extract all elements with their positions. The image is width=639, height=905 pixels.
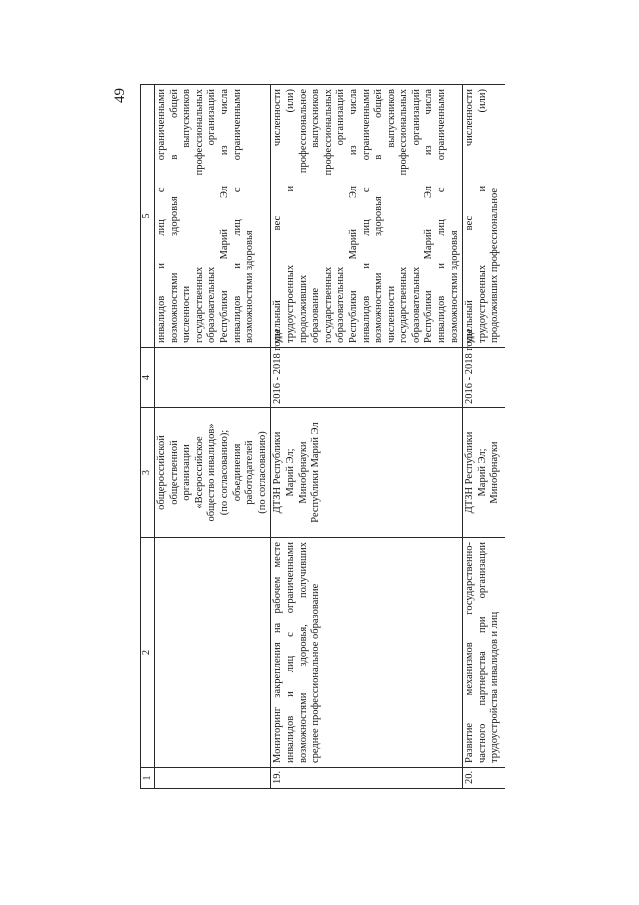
indicator-line: возможностями здоровья в общей bbox=[168, 89, 180, 343]
cell-measure bbox=[463, 538, 506, 768]
executor-line: общественной bbox=[168, 440, 180, 505]
cell-executor bbox=[271, 408, 463, 538]
indicator-line: государственных профессиональных bbox=[193, 89, 205, 343]
header-col-2: 2 bbox=[141, 538, 155, 768]
measures-table bbox=[140, 84, 505, 789]
indicator-line: возможностями здоровья bbox=[244, 230, 256, 343]
executor-line: Минобрнауки bbox=[489, 441, 501, 504]
executor-line: ДТЗН Республики bbox=[272, 431, 284, 514]
indicator-line: государственных профессиональных bbox=[322, 89, 334, 343]
table-header-row bbox=[141, 85, 155, 789]
executor-line: (по согласованию); bbox=[218, 429, 230, 516]
measure-line: среднее профессиональное образование bbox=[310, 583, 322, 763]
executor-line: работодателей bbox=[244, 440, 256, 505]
executor-line: общество инвалидов» bbox=[206, 423, 218, 522]
executor-line: Минобрнауки bbox=[297, 441, 309, 504]
cell-measure bbox=[155, 538, 271, 768]
header-col-5: 5 bbox=[141, 85, 155, 348]
indicator-line: возможностями здоровья в общей bbox=[373, 89, 385, 343]
indicator-line: численности выпускников bbox=[181, 89, 193, 343]
cell-indicator bbox=[463, 85, 506, 348]
executor-line: объединения bbox=[231, 443, 243, 502]
executor-line: Республики Марий Эл bbox=[310, 422, 322, 523]
indicator-line: возможностями здоровья bbox=[448, 230, 460, 343]
indicator-line: удельный вес численности bbox=[464, 89, 476, 343]
page-number: 49 bbox=[112, 88, 128, 103]
measure-line: Развитие механизмов государственно- bbox=[464, 542, 476, 763]
cell-period: 2016 - 2018 годы bbox=[463, 348, 506, 408]
measure-line: инвалидов и лиц с ограниченными bbox=[284, 542, 296, 763]
indicator-line: инвалидов и лиц с ограниченными bbox=[360, 89, 372, 343]
cell-indicator bbox=[155, 85, 271, 348]
indicator-line: инвалидов и лиц с ограниченными bbox=[231, 89, 243, 343]
header-col-4: 4 bbox=[141, 348, 155, 408]
indicator-line: продолживших профессиональное bbox=[489, 187, 501, 343]
indicator-line: образование выпускников bbox=[310, 89, 322, 343]
executor-line: ДТЗН Республики bbox=[464, 431, 476, 514]
table-body bbox=[155, 85, 506, 789]
indicator-line: образовательных организаций bbox=[335, 89, 347, 343]
executor-line: «Всероссийское bbox=[193, 436, 205, 509]
indicator-line: продолживших профессиональное bbox=[297, 89, 309, 343]
rotated-page bbox=[110, 84, 545, 809]
cell-period: 2016 - 2018 годы bbox=[271, 348, 463, 408]
cell-measure bbox=[271, 538, 463, 768]
indicator-line: образовательных организаций bbox=[206, 89, 218, 343]
indicator-line: трудоустроенных и (или) bbox=[284, 89, 296, 343]
indicator-line: инвалидов и лиц с ограниченными bbox=[436, 89, 448, 343]
cell-number: 20. bbox=[463, 768, 506, 789]
cell-indicator bbox=[271, 85, 463, 348]
cell-number: 19. bbox=[271, 768, 463, 789]
table-row bbox=[271, 85, 463, 789]
executor-line: Марий Эл; bbox=[284, 448, 296, 497]
indicator-line: Республики Марий Эл из числа bbox=[218, 89, 230, 343]
table-row bbox=[463, 85, 506, 789]
cell-executor bbox=[463, 408, 506, 538]
indicator-line: Республики Марий Эл из числа bbox=[347, 89, 359, 343]
executor-line: Марий Эл; bbox=[476, 448, 488, 497]
measure-line: частного партнерства при организации bbox=[476, 542, 488, 763]
indicator-line: трудоустроенных и (или) bbox=[476, 89, 488, 343]
indicator-line: удельный вес численности bbox=[272, 89, 284, 343]
cell-executor bbox=[155, 408, 271, 538]
indicator-line: Республики Марий Эл из числа bbox=[423, 89, 435, 343]
indicator-line: инвалидов и лиц с ограниченными bbox=[156, 89, 167, 343]
indicator-line: численности выпускников bbox=[385, 89, 397, 343]
executor-line: общероссийской bbox=[156, 435, 167, 510]
header-col-3: 3 bbox=[141, 408, 155, 538]
table-row bbox=[155, 85, 271, 789]
cell-number bbox=[155, 768, 271, 789]
executor-line: организации bbox=[181, 444, 193, 501]
indicator-line: образовательных организаций bbox=[410, 89, 422, 343]
indicator-line: государственных профессиональных bbox=[398, 89, 410, 343]
cell-period bbox=[155, 348, 271, 408]
measure-line: Мониторинг закрепления на рабочем месте bbox=[272, 542, 284, 763]
measure-line: трудоустройства инвалидов и лиц bbox=[489, 611, 501, 763]
executor-line: (по согласованию) bbox=[256, 431, 268, 514]
header-col-1: 1 bbox=[141, 768, 155, 789]
measure-line: возможностями здоровья, получивших bbox=[297, 542, 309, 763]
